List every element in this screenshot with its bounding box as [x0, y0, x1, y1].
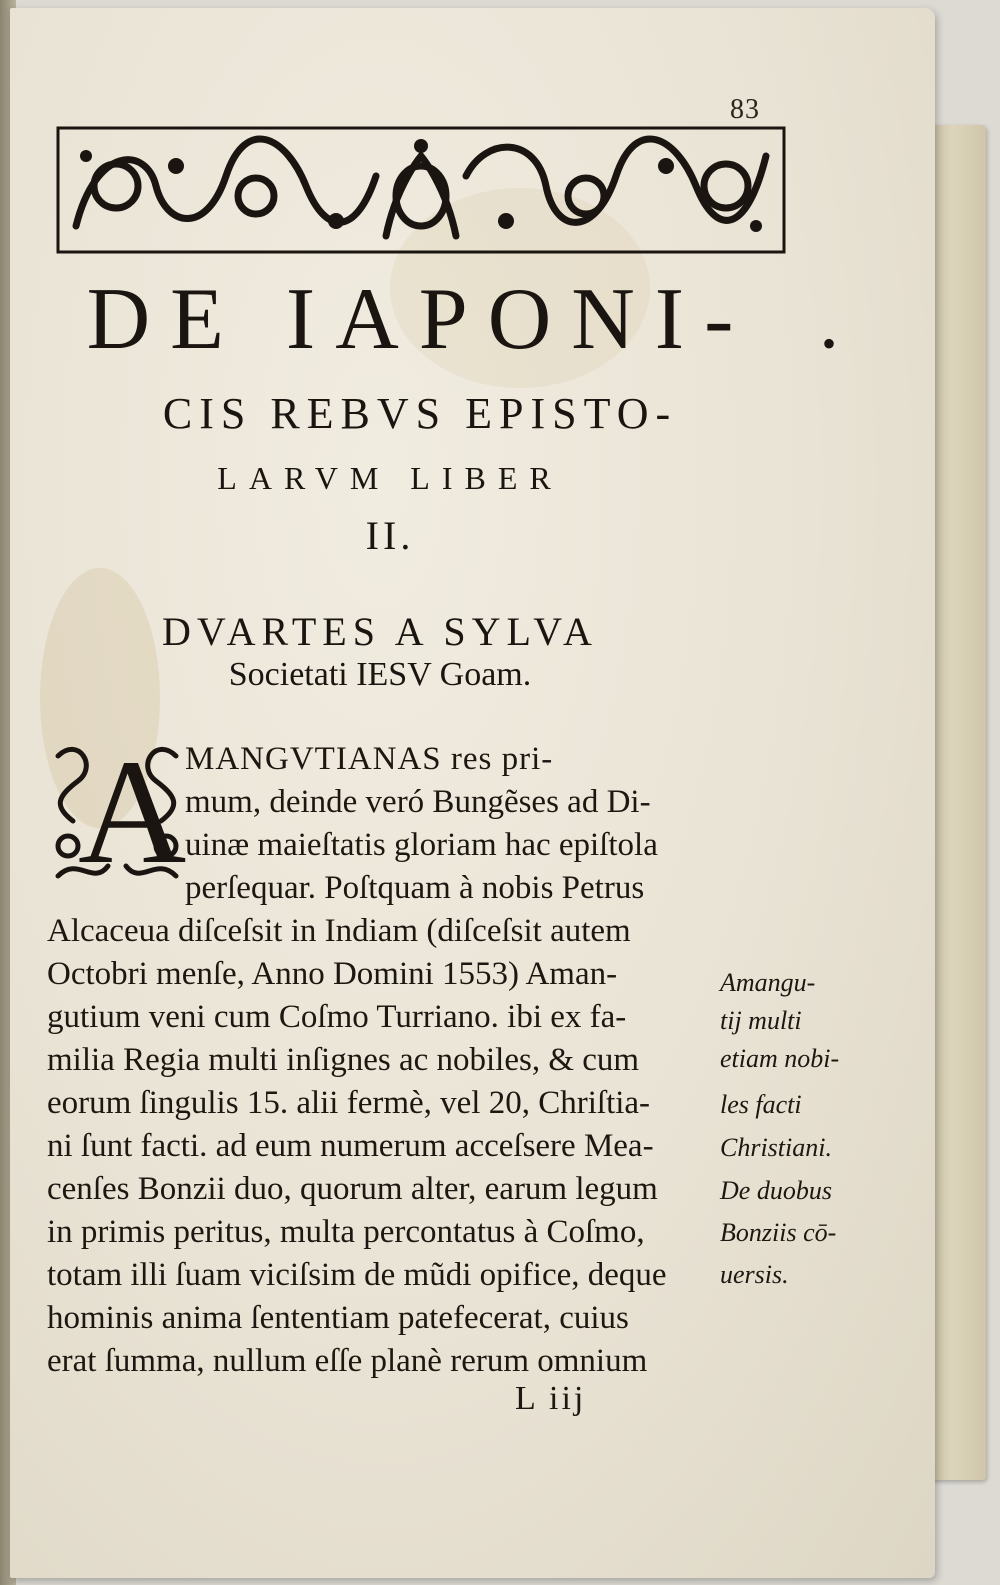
body-line: Alcaceua diſceſsit in Indiam (diſceſsit autem [47, 913, 631, 949]
title-line-3: LARVM LIBER [217, 460, 563, 496]
body-line: gutium veni cum Coſmo Turriano. ibi ex fa- [47, 999, 627, 1035]
title-line-2: CIS REBVS EPISTO- [162, 389, 678, 438]
author-heading: DVARTES A SYLVA [162, 609, 598, 654]
body-line: erat ſumma, nullum eſſe planè rerum omnium [47, 1343, 648, 1379]
book-page [10, 8, 935, 1578]
title-line-4: II. [365, 513, 415, 558]
body-line: totam illi ſuam viciſsim de mũdi opifice, deque [47, 1257, 667, 1293]
book-edge [930, 125, 986, 1480]
body-line: perſequar. Poſtquam à nobis Petrus [185, 870, 645, 906]
body-line: MANGVTIANAS res pri- [185, 741, 554, 777]
margin-note: etiam nobi- [720, 1044, 840, 1073]
signature-mark: L iij [515, 1380, 587, 1417]
body-line: Octobri menſe, Anno Domini 1553) Aman- [47, 956, 618, 992]
margin-note: tij multi [720, 1006, 802, 1035]
body-line: in primis peritus, multa percontatus à Coſmo, [47, 1214, 645, 1250]
body-line: hominis anima ſententiam patefecerat, cuius [47, 1300, 629, 1336]
body-line: mum, deinde veró Bungẽses ad Di- [185, 784, 651, 820]
title-dot: • [822, 321, 837, 366]
body-line: eorum ſingulis 15. alii fermè, vel 20, Chriſtia- [47, 1085, 651, 1121]
headpiece-ornament [56, 126, 786, 254]
body-line: ni ſunt facti. ad eum numerum acceſsere Mea- [47, 1128, 654, 1164]
page-number: 83 [730, 94, 760, 125]
initial-letter: A [78, 729, 187, 895]
margin-note: De duobus [720, 1176, 832, 1205]
title-line-1: DE IAPONI- [86, 271, 754, 368]
recipient-heading: Societati IESV Goam. [228, 656, 532, 693]
margin-note: Amangu- [720, 968, 816, 997]
margin-note: uersis. [720, 1260, 789, 1289]
margin-note: Christiani. [720, 1133, 832, 1162]
body-line: milia Regia multi inſignes ac nobiles, & cum [47, 1042, 640, 1078]
body-line: cenſes Bonzii duo, quorum alter, earum legum [47, 1171, 658, 1207]
margin-note: les facti [720, 1090, 802, 1119]
decorated-initial [48, 729, 187, 895]
margin-note: Bonziis cō- [720, 1218, 837, 1247]
body-line: uinæ maieſtatis gloriam hac epiſtola [185, 827, 658, 863]
